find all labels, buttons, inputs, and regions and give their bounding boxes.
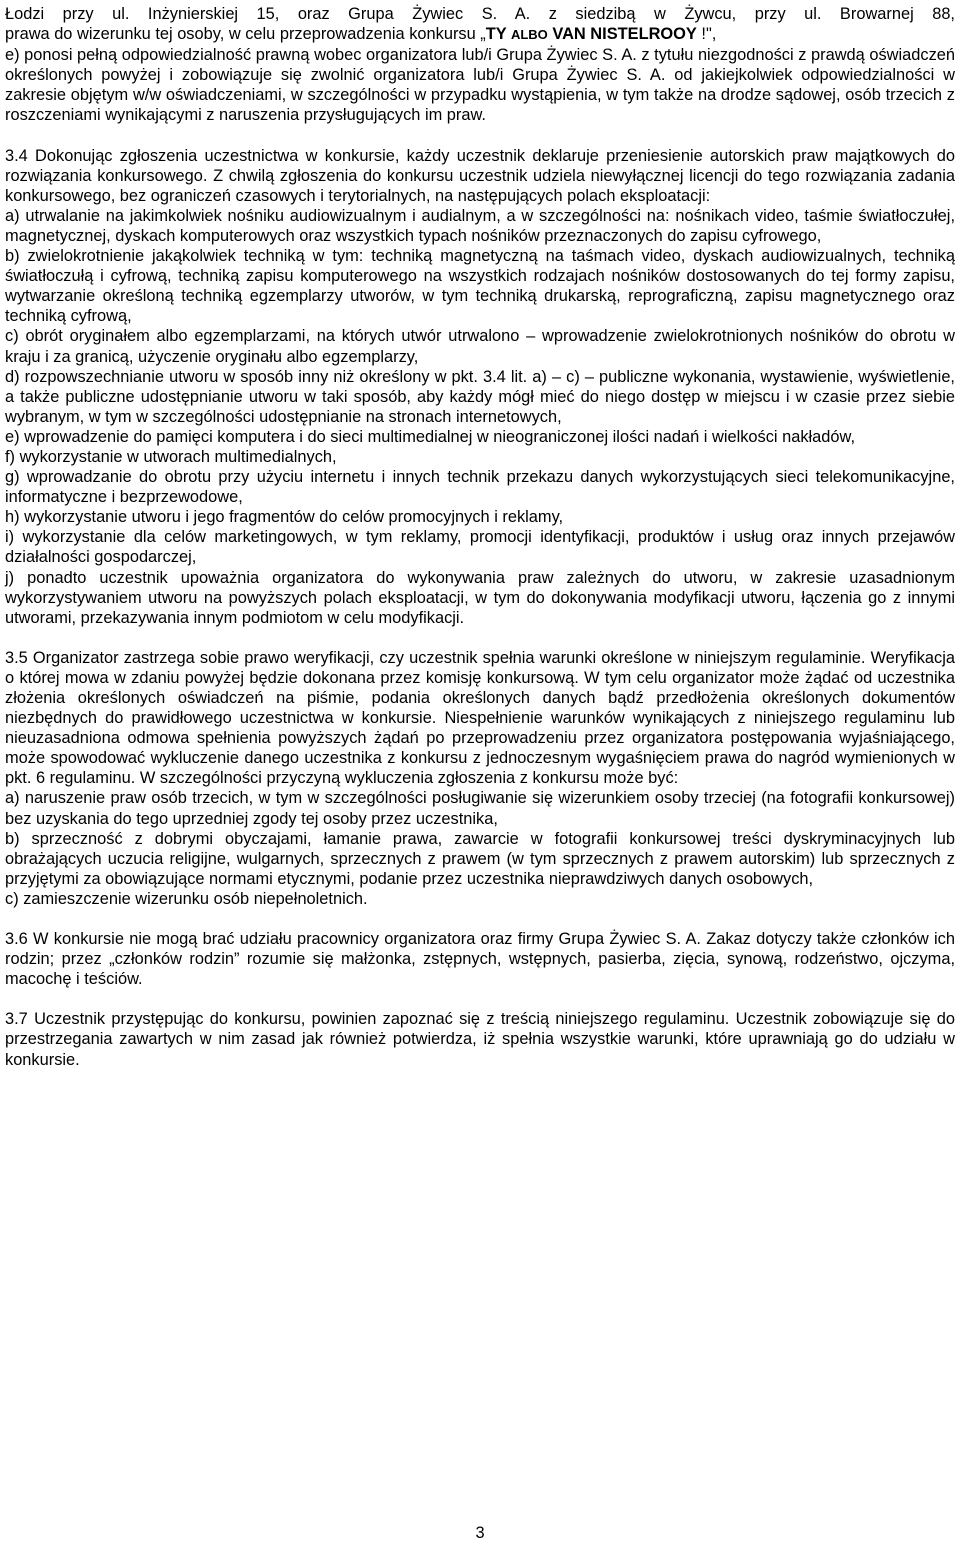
contest-name-rest: VAN NISTELROOY bbox=[552, 25, 697, 44]
section-3-5-point-a: a) naruszenie praw osób trzecich, w tym w szczególności posługiwanie się wizerunkiem osoby trzeciej (na fotografii konkursowej) bez uzyskania do tego uprzedniej zgody tej osoby przez uczestnika, bbox=[5, 789, 955, 828]
document-page bbox=[5, 4, 955, 1070]
intro-line-1: Łodzi przy ul. Inżynierskiej 15, oraz Grupa Żywiec S. A. z siedzibą w Żywcu, przy ul. Browarnej 88, bbox=[5, 5, 955, 23]
section-3-7: 3.7 Uczestnik przystępując do konkursu, powinien zapoznać się z treścią niniejszego regulaminu. Uczestnik zobowiązuje się do przestrzegania zawartych w nim zasad jak również potwierdza, iż spełnia wszystkie warunki, które uprawniają go do udziału w konkursie. bbox=[5, 1010, 955, 1069]
contest-name bbox=[486, 25, 697, 43]
section-3-6: 3.6 W konkursie nie mogą brać udziału pracownicy organizatora oraz firmy Grupa Żywiec S. A. Zakaz dotyczy także członków ich rodzin; przez „członków rodzin” rozumie się małżonka, zstępnych, wstępnych, pasierba, zięcia, synową, rodzeństwo, ojczyma, macochę i teściów. bbox=[5, 930, 955, 989]
section-3-5-point-b: b) sprzeczność z dobrymi obyczajami, łamanie prawa, zawarcie w fotografii konkursowej treści dyskryminacyjnych lub obrażających uczucia religijne, wulgarnych, sprzecznych z prawem (w tym sprzecznych z prawem autorskim) lub sprzecznych z przyjętymi za obowiązujące normami etycznymi, podanie przez uczestnika nieprawdziwych danych osobowych, bbox=[5, 829, 955, 888]
section-3-4-point-d: d) rozpowszechnianie utworu w sposób inny niż określony w pkt. 3.4 lit. a) – c) – publiczne wykonania, wystawienie, wyświetlenie, a także publiczne udostępnianie utworu w taki sposób, aby każdy mógł mieć do niego dostęp w miejscu i w czasie przez siebie wybranym, w tym w szczególności udostępnianie na stronach internetowych, bbox=[5, 367, 955, 426]
intro-line-2-text: prawa do wizerunku tej osoby, w celu przeprowadzenia konkursu „ bbox=[5, 25, 486, 44]
section-3-4-point-f: f) wykorzystanie w utworach multimedialnych, bbox=[5, 447, 337, 466]
section-3-4-point-e: e) wprowadzenie do pamięci komputera i do sieci multimedialnej w nieograniczonej ilości nadań i wielkości nakładów, bbox=[5, 427, 856, 446]
section-3-4-intro: 3.4 Dokonując zgłoszenia uczestnictwa w konkursie, każdy uczestnik deklaruje przeniesienie autorskich praw majątkowych do rozwiązania konkursowego. Z chwilą zgłoszenia do konkursu uczestnik udziela niewyłącznej licencji do tego rozwiązania zadania konkursowego, bez ograniczeń czasowych i terytorialnych, na następujących polach eksploatacji: bbox=[5, 146, 955, 205]
section-3-4-point-c: c) obrót oryginałem albo egzemplarzami, na których utwór utrwalono – wprowadzenie zwielokrotnionych nośników do obrotu w kraju i za granicą, użyczenie oryginału albo egzemplarzy, bbox=[5, 327, 955, 366]
section-3-4-point-b: b) zwielokrotnienie jakąkolwiek techniką w tym: techniką magnetyczną na taśmach video, dyskach audiowizualnych, techniką światłoczułą i cyfrową, techniką zapisu komputerowego na wszystkich rodzajach nośników dostosowanych do tej formy zapisu, wytwarzanie określoną techniką egzemplarzy utworów, w tym techniką drukarską, reprograficzną, zapisu magnetycznego oraz techniką cyfrową, bbox=[5, 247, 955, 326]
intro-line-2-end: !", bbox=[696, 25, 717, 44]
spacer bbox=[5, 909, 955, 929]
intro-line-2 bbox=[5, 24, 955, 45]
contest-name-ty: TY bbox=[485, 25, 507, 44]
section-3-4-point-h: h) wykorzystanie utworu i jego fragmentów do celów promocyjnych i reklamy, bbox=[5, 508, 564, 527]
section-3-5-intro: 3.5 Organizator zastrzega sobie prawo weryfikacji, czy uczestnik spełnia warunki określone w niniejszym regulaminie. Weryfikacja o której mowa w zdaniu powyżej będzie dokonana przez komisję konkursową. W tym celu organizator może żądać od uczestnika złożenia określonych oświadczeń na piśmie, podania określonych danych bądź przedłożenia określonych dokumentów niezbędnych do prawidłowego uczestnictwa w konkursie. Niespełnienie warunków wynikających z niniejszego regulaminu lub nieuzasadniona odmowa spełnienia powyższych żądań po przeprowadzeniu przez organizatora postępowania wyjaśniającego, może spowodować wykluczenie danego uczestnika z konkursu z jednoczesnym wygaśnięciem prawa do nagród wymienionych w pkt. 6 regulaminu. W szczególności przyczyną wykluczenia zgłoszenia z konkursu może być: bbox=[5, 648, 955, 788]
section-3-4-point-g: g) wprowadzanie do obrotu przy użyciu internetu i innych technik przekazu danych wykorzystujących sieci telekomunikacyjne, informatyczne i bezprzewodowe, bbox=[5, 468, 955, 507]
intro-point-e: e) ponosi pełną odpowiedzialność prawną wobec organizatora lub/i Grupa Żywiec S. A. z tytułu niezgodności z prawdą oświadczeń określonych powyżej i zobowiązuje się zwolnić organizatora lub/i Grupa Żywiec S. A. od jakiejkolwiek odpowiedzialności w zakresie objętym w/w oświadczeniami, w szczególności w przypadku wystąpienia, w tym także na drodze sądowej, osób trzecich z roszczeniami wynikającymi z naruszenia przysługujących im praw. bbox=[5, 46, 955, 125]
section-3-4-point-j: j) ponadto uczestnik upoważnia organizatora do wykonywania praw zależnych do utworu, w zakresie uzasadnionym wykorzystywaniem utworu na powyższych polach eksploatacji, w tym do dokonywania modyfikacji utworu, łączenia go z innymi utworami, przekazywania innym podmiotom w celu modyfikacji. bbox=[5, 568, 955, 627]
spacer bbox=[5, 989, 955, 1009]
spacer bbox=[5, 126, 955, 146]
spacer bbox=[5, 628, 955, 648]
section-3-5-point-c: c) zamieszczenie wizerunku osób niepełnoletnich. bbox=[5, 889, 368, 908]
page-number: 3 bbox=[475, 1524, 485, 1542]
contest-name-albo: ALBO bbox=[510, 27, 548, 43]
section-3-4-point-a: a) utrwalanie na jakimkolwiek nośniku audiowizualnym i audialnym, a w szczególności na: nośnikach video, taśmie światłoczułej, magnetycznej, dyskach komputerowych oraz wszystkich typach nośników przeznaczonych do zapisu cyfrowego, bbox=[5, 206, 955, 245]
section-3-4-point-i: i) wykorzystanie dla celów marketingowych, w tym reklamy, promocji identyfikacji, produktów i usług oraz innych przejawów działalności gospodarczej, bbox=[5, 528, 955, 567]
